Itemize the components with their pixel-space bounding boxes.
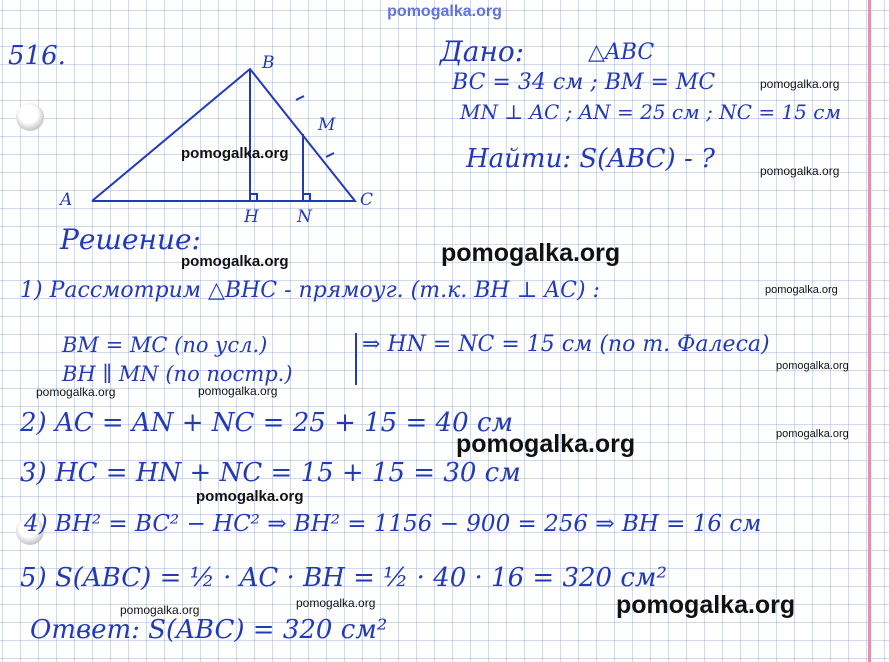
given-triangle: △ABC: [588, 40, 655, 65]
watermark: pomogalka.org: [776, 428, 849, 440]
watermark: pomogalka.org: [120, 603, 200, 617]
point-label-n: N: [297, 207, 312, 227]
step-1-b: BH ∥ MN (по постр.): [62, 362, 293, 386]
tick-bm: [296, 96, 304, 100]
right-angle-h: [250, 194, 257, 201]
step-1-a: BM = MC (по усл.): [62, 333, 268, 357]
tick-mc: [326, 153, 334, 157]
watermark: pomogalka.org: [776, 360, 849, 372]
site-header[interactable]: pomogalka.org: [387, 3, 502, 20]
watermark: pomogalka.org: [616, 591, 796, 619]
point-label-h: H: [244, 207, 259, 227]
step-1: 1) Рассмотрим △BHC - прямоуг. (т.к. BH ⊥ AC) :: [20, 278, 600, 303]
watermark: pomogalka.org: [456, 430, 636, 458]
point-label-a: A: [60, 190, 73, 210]
right-angle-n: [303, 194, 310, 201]
step-3: 3) HC = HN + NC = 15 + 15 = 30 см: [20, 458, 521, 488]
watermark: pomogalka.org: [760, 164, 840, 178]
watermark: pomogalka.org: [181, 145, 289, 162]
solution-heading: Решение:: [60, 223, 201, 256]
step-5: 5) S(ABC) = ½ · AC · BH = ½ · 40 · 16 = 320 см²: [20, 563, 667, 593]
step-1-c: ⇒ HN = NC = 15 см (по т. Фалеса): [362, 332, 770, 357]
watermark: pomogalka.org: [181, 253, 289, 270]
watermark: pomogalka.org: [198, 384, 278, 398]
watermark: pomogalka.org: [196, 488, 304, 505]
point-label-b: B: [262, 53, 275, 73]
watermark: pomogalka.org: [765, 284, 838, 296]
answer-line: Ответ: S(ABC) = 320 см²: [30, 615, 388, 645]
watermark: pomogalka.org: [296, 596, 376, 610]
watermark: pomogalka.org: [441, 239, 621, 267]
bracket-line: [355, 333, 357, 385]
watermark: pomogalka.org: [36, 385, 116, 399]
point-label-m: M: [318, 115, 336, 135]
watermark: pomogalka.org: [760, 77, 840, 91]
find-line: Найти: S(ABC) - ?: [466, 144, 715, 174]
given-line-1: BC = 34 см ; BM = MC: [452, 70, 716, 95]
step-2: 2) AC = AN + NC = 25 + 15 = 40 см: [20, 408, 513, 438]
point-label-c: C: [360, 190, 374, 210]
problem-number: 516.: [8, 41, 66, 71]
given-label: Дано:: [440, 35, 525, 68]
step-4: 4) BH² = BC² − HC² ⇒ BH² = 1156 − 900 = 256 ⇒ BH = 16 см: [24, 511, 762, 537]
given-line-2: MN ⊥ AC ; AN = 25 см ; NC = 15 см: [460, 100, 842, 124]
triangle-abc: [92, 69, 355, 201]
